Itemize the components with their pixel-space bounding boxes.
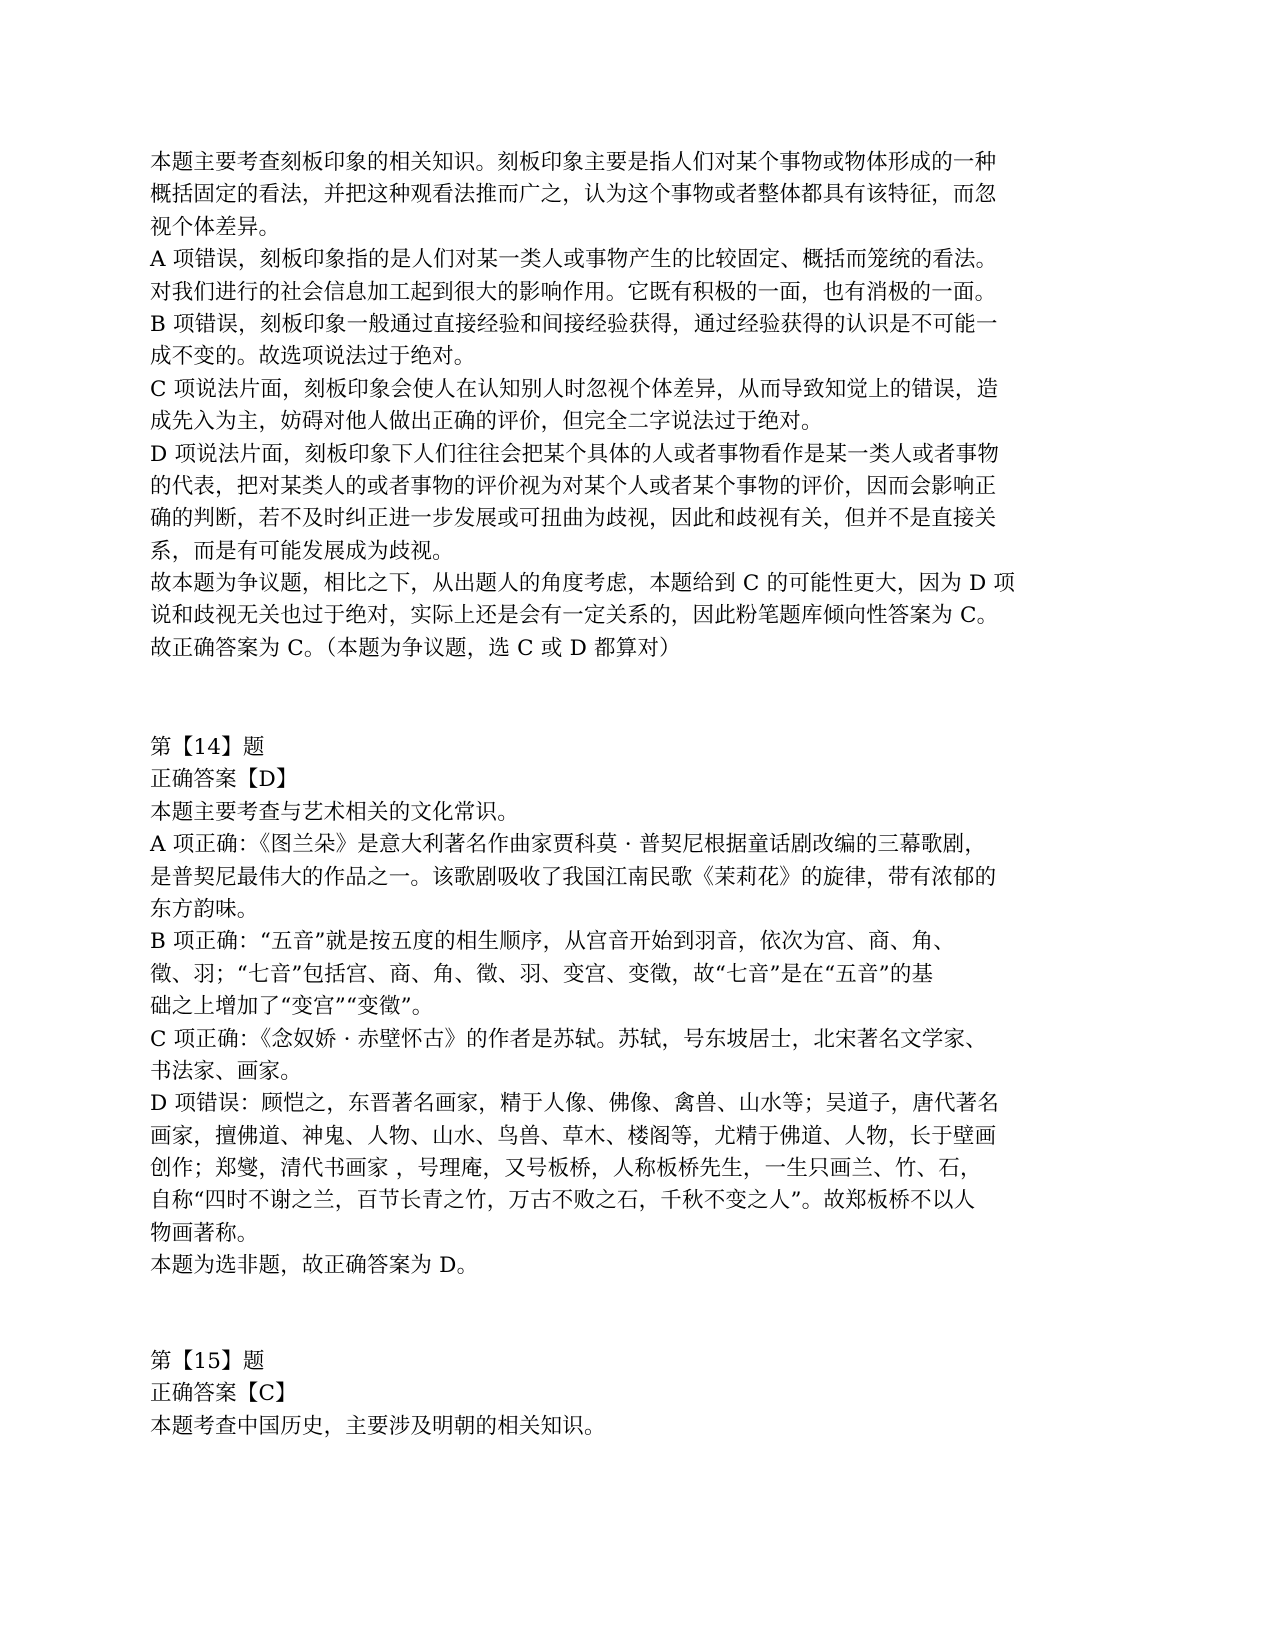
explanation-line: 本题考查中国历史，主要涉及明朝的相关知识。: [150, 1413, 606, 1439]
explanation-line: 本题主要考查刻板印象的相关知识。刻板印象主要是指人们对某个事物或物体形成的一种: [150, 150, 997, 175]
option-a-line: A 项正确：《图兰朵》是意大利著名作曲家贾科莫 · 普契尼根据童话剧改编的三幕歌剧，: [150, 832, 987, 858]
explanation-line: 的代表，把对某类人的或者事物的评价视为对某个人或者某个事物的评价，因而会影响正: [150, 473, 997, 499]
explanation-line: 系，而是有可能发展成为歧视。: [150, 538, 454, 564]
explanation-line: 书法家、画家。: [150, 1058, 302, 1084]
explanation-line: 徵、羽；“七音”包括宫、商、角、徵、羽、变宫、变徵，故“七音”是在“五音”的基: [150, 961, 934, 987]
option-c-line: C 项说法片面，刻板印象会使人在认知别人时忽视个体差异，从而导致知觉上的错误，造: [150, 376, 999, 402]
correct-answer-label: 正确答案【C】: [150, 1381, 297, 1407]
option-a-line: A 项错误，刻板印象指的是人们对某一类人或事物产生的比较固定、概括而笼统的看法。: [150, 247, 998, 273]
explanation-line: 创作；郑燮，清代书画家 ，号理庵，又号板桥，人称板桥先生，一生只画兰、竹、石，: [150, 1156, 982, 1182]
question-13-explanation: [150, 147, 1130, 665]
correct-answer-label: 正确答案【D】: [150, 767, 298, 793]
explanation-line: 物画著称。: [150, 1220, 259, 1246]
explanation-line: 成先入为主，妨碍对他人做出正确的评价，但完全二字说法过于绝对。: [150, 409, 823, 435]
question-15: [150, 1346, 1130, 1443]
question-14: [150, 732, 1130, 1283]
explanation-line: 对我们进行的社会信息加工起到很大的影响作用。它既有积极的一面，也有消极的一面。: [150, 279, 997, 305]
explanation-line: 画家，擅佛道、神鬼、人物、山水、鸟兽、草木、楼阁等，尤精于佛道、人物，长于壁画: [150, 1123, 997, 1149]
final-answer-line: 本题为选非题，故正确答案为 D。: [150, 1253, 479, 1279]
explanation-line: 概括固定的看法，并把这种观看法推而广之，认为这个事物或者整体都具有该特征，而忽: [150, 182, 997, 208]
question-number-heading: 第【14】题: [150, 735, 265, 760]
option-b-line: B 项正确：“五音”就是按五度的相生顺序，从宫音开始到羽音，依次为宫、商、角、: [150, 929, 955, 955]
explanation-line: 东方韵味。: [150, 896, 259, 922]
explanation-line: 成不变的。故选项说法过于绝对。: [150, 344, 476, 370]
question-number-heading: 第【15】题: [150, 1349, 265, 1374]
explanation-line: 础之上增加了“变宫”“变徵”。: [150, 994, 434, 1020]
option-d-line: D 项错误：顾恺之，东晋著名画家，精于人像、佛像、禽兽、山水等；吴道子，唐代著名: [150, 1091, 1000, 1117]
option-b-line: B 项错误，刻板印象一般通过直接经验和间接经验获得，通过经验获得的认识是不可能一: [150, 311, 998, 337]
conclusion-line: 故本题为争议题，相比之下，从出题人的角度考虑，本题给到 C 的可能性更大，因为 D 项: [150, 571, 1016, 597]
explanation-line: 本题主要考查与艺术相关的文化常识。: [150, 799, 519, 825]
option-d-line: D 项说法片面，刻板印象下人们往往会把某个具体的人或者事物看作是某一类人或者事物: [150, 441, 1000, 467]
final-answer-line: 故正确答案为 C。（本题为争议题，选 C 或 D 都算对）: [150, 635, 681, 661]
conclusion-line: 说和歧视无关也过于绝对，实际上还是会有一定关系的，因此粉笔题库倾向性答案为 C。: [150, 603, 999, 629]
option-c-line: C 项正确：《念奴娇 · 赤壁怀古》的作者是苏轼。苏轼，号东坡居士，北宋著名文学家、: [150, 1026, 987, 1052]
explanation-line: 自称“四时不谢之兰，百节长青之竹，万古不败之石，千秋不变之人”。故郑板桥不以人: [150, 1188, 976, 1214]
explanation-line: 是普契尼最伟大的作品之一。该歌剧吸收了我国江南民歌《茉莉花》的旋律，带有浓郁的: [150, 864, 997, 890]
explanation-line: 确的判断，若不及时纠正进一步发展或可扭曲为歧视，因此和歧视有关，但并不是直接关: [150, 506, 997, 532]
explanation-line: 视个体差异。: [150, 214, 281, 240]
